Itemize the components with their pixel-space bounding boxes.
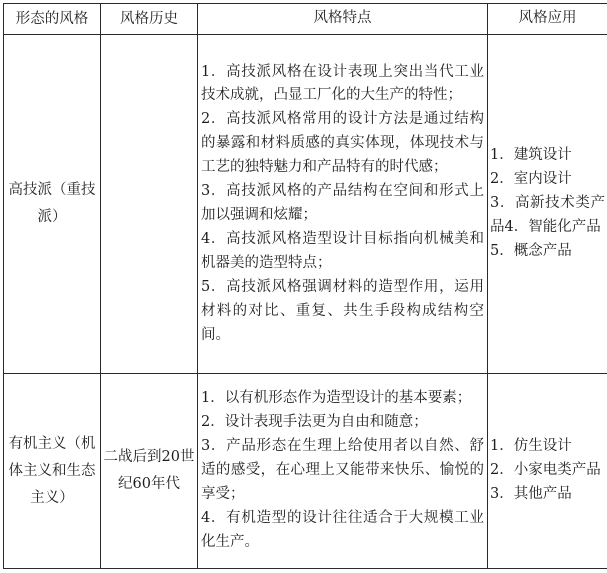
- application-item: 1．仿生设计: [490, 438, 572, 455]
- header-style: 形态的风格: [4, 4, 101, 35]
- application-item: 4．智能化产品: [504, 218, 601, 235]
- header-applications: 风格应用: [488, 4, 607, 35]
- application-item: 2．室内设计: [490, 171, 572, 188]
- features-cell: [198, 35, 488, 374]
- applications-cell: [488, 374, 607, 569]
- style-cell: 有机主义（机体主义和生态主义）: [4, 374, 101, 569]
- history-cell: [101, 35, 198, 374]
- table-row: [4, 374, 607, 569]
- header-features: 风格特点: [198, 4, 488, 35]
- style-table: [3, 3, 607, 569]
- table-row: [4, 35, 607, 374]
- application-item: 5．概念产品: [490, 242, 572, 259]
- style-cell: 高技派（重技派）: [4, 35, 101, 374]
- feature-item: 3．高技派风格的产品结构在空间和形式上加以强调和炫耀；: [201, 183, 484, 223]
- header-history: 风格历史: [101, 4, 198, 35]
- feature-item: 2．设计表现手法更为自由和随意；: [201, 414, 428, 431]
- feature-item: 4．有机造型的设计往往适合于大规模工业化生产。: [201, 509, 484, 550]
- application-item: 2．小家电类产品: [490, 462, 601, 479]
- feature-item: 4．高技派风格造型设计目标指向机械美和机器美的造型特点；: [201, 230, 484, 271]
- application-item: 1．建筑设计: [490, 147, 572, 164]
- feature-item: 3．产品形态在生理上给使用者以自然、舒适的感受，在心理上又能带来快乐、愉悦的享受；: [201, 438, 484, 502]
- feature-item: 1．高技派风格在设计表现上突出当代工业技术成就，凸显工厂化的大生产的特性；: [201, 63, 484, 104]
- table-header-row: [4, 4, 607, 35]
- application-item: 3．其他产品: [490, 485, 572, 502]
- application-item: 3．高新技术类产品: [490, 195, 605, 235]
- feature-item: 5．高技派风格强调材料的造型作用，运用材料的对比、重复、共生手段构成结构空间。: [201, 278, 484, 343]
- features-cell: [198, 374, 488, 569]
- applications-cell: [488, 35, 607, 374]
- feature-item: 2．高技派风格常用的设计方法是通过结构的暴露和材料质感的真实体现，体现技术与工艺的独特魅力和产品特有的时代感；: [201, 111, 484, 176]
- feature-item: 1．以有机形态作为造型设计的基本要素；: [201, 390, 472, 407]
- history-cell: 二战后到20世纪60年代: [101, 374, 198, 569]
